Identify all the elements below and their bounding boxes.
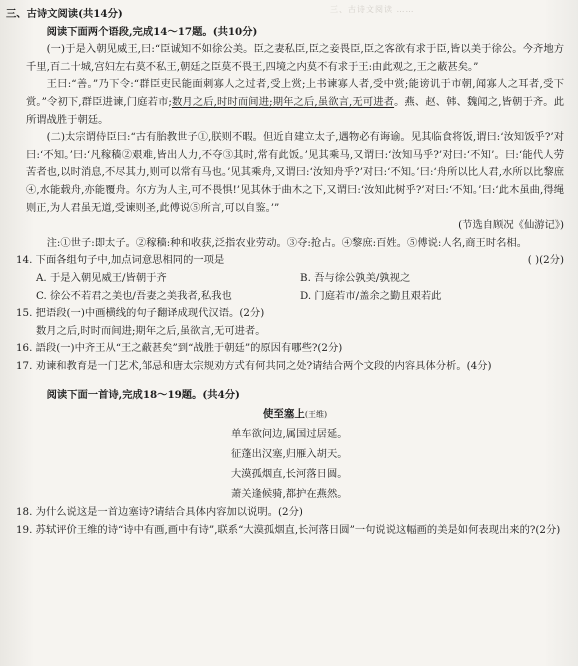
option-a: A. 于是入朝见威王/皆朝于齐 [36, 271, 167, 284]
question-14 [16, 252, 564, 270]
question-16: 16. 語段(一)中齐王从“王之蔽甚矣”到“战胜于朝廷”的原因有哪些?(2分) [16, 342, 343, 355]
passage-one-text: 王曰:“善。”乃下令:“群臣吏民能面刺寡人之过者,受上赏;上书谏寡人者,受中赏;能谤讥于市朝,闻寡人之耳者,受下赏。”令初下,群臣进谏,门庭若市; [26, 78, 564, 108]
question-14-stem: 14. 下面各组句子中,加点词意思相同的一项是 [16, 254, 225, 267]
section-title: 三、古诗文阅读(共14分) [6, 8, 123, 20]
poem-line: 大漠孤烟直,长河落日圆。 [231, 468, 348, 481]
passage-two: (二)太宗谓侍臣曰:“古有胎教世子①,朕则不暇。但近自建立太子,遇物必有诲谕。见其临食将饭,谓曰:‘汝知饭乎?’对曰:‘不知。’曰:‘凡稼穑②艰难,皆出人力,不夺③其时,常有此饭。’见其乘马,又谓曰:‘汝知马乎?’对曰:‘不知’。曰:‘能代人劳苦者也,以时消息,不尽其力,则可以常有马也。’见其乘舟,又谓曰:‘汝知舟乎?’对曰:‘不知。’曰:‘舟所以比人君,水所以比黎庶④,水能载舟,亦能覆舟。尔方为人主,可不畏惧!’见其休于曲木之下,又谓曰:‘汝知此树乎?’对曰:‘不知。’曰:‘此木虽曲,得绳则正,为人君虽无道,受谏则圣,此傅说⑤所言,可以自鉴。’” [26, 131, 564, 214]
source-citation: (节选自顾况《仙游记》) [458, 219, 564, 232]
poem-line: 萧关逢候骑,都护在燕然。 [231, 488, 348, 501]
question-15: 15. 把语段(一)中画横线的句子翻译成现代汉语。(2分) [16, 307, 265, 320]
underlined-sentence: 数月之后,时时而间进;期年之后,虽欲言,无可进者 [171, 95, 395, 108]
option-d: D. 门庭若市/盖余之勤且艰若此 [300, 289, 442, 302]
option-c: C. 徐公不若君之美也/吾妻之美我者,私我也 [36, 289, 232, 302]
question-15-sentence: 数月之后,时时而间进;期年之后,虽欲言,无可进者。 [36, 324, 266, 337]
passage-one-paragraph-one: (一)于是入朝见威王,曰:“臣诚知不如徐公美。臣之妻私臣,臣之妾畏臣,臣之客欲有求于臣,皆以美于徐公。今齐地方千里,百二十城,宫妇左右莫不私王,朝廷之臣莫不畏王,四境之内莫不有求于王:由此观之,王之蔽甚矣。” [26, 43, 564, 73]
reading-instruction: 阅读下面两个语段,完成14～17题。(共10分) [46, 25, 258, 38]
bleed-through-text: 三、古诗文阅读 …… [330, 5, 415, 14]
question-17: 17. 劝谏和教育是一门艺术,邹忌和唐太宗规劝方式有何共同之处?请结合两个文段的内容具体分析。(4分) [16, 359, 492, 372]
question-18: 18. 为什么说这是一首边塞诗?请结合具体内容加以说明。(2分) [16, 506, 303, 519]
passage-one-paragraph-two [26, 76, 564, 129]
answer-blank: ( )(2分) [527, 254, 564, 267]
question-19: 19. 苏轼评价王维的诗“诗中有画,画中有诗”,联系“大漠孤烟直,长河落日圆”一句说说这幅画的美是如何表现出来的?(2分) [16, 523, 561, 536]
option-b: B. 吾与徐公孰美/孰视之 [300, 271, 411, 284]
poem-line: 单车欲问边,属国过居延。 [231, 428, 348, 441]
poem-line: 征蓬出汉塞,归雁入胡天。 [231, 448, 348, 461]
poem-instruction: 阅读下面一首诗,完成18～19题。(共4分) [46, 389, 240, 402]
poem-title-text: 使至塞上 [262, 408, 305, 421]
passage-one-ending: 。燕、赵、韩、魏闻之,皆朝于齐。此所谓战胜于朝廷。 [26, 95, 564, 126]
annotations: 注:①世子:即太子。②稼穑:种和收获,泛指农业劳动。③夺:抢占。④黎庶:百姓。⑤傅说:人名,商王时名相。 [46, 236, 528, 249]
question-14-options [36, 270, 564, 305]
poem-author: (王维) [304, 410, 328, 420]
poem-title [26, 405, 564, 424]
